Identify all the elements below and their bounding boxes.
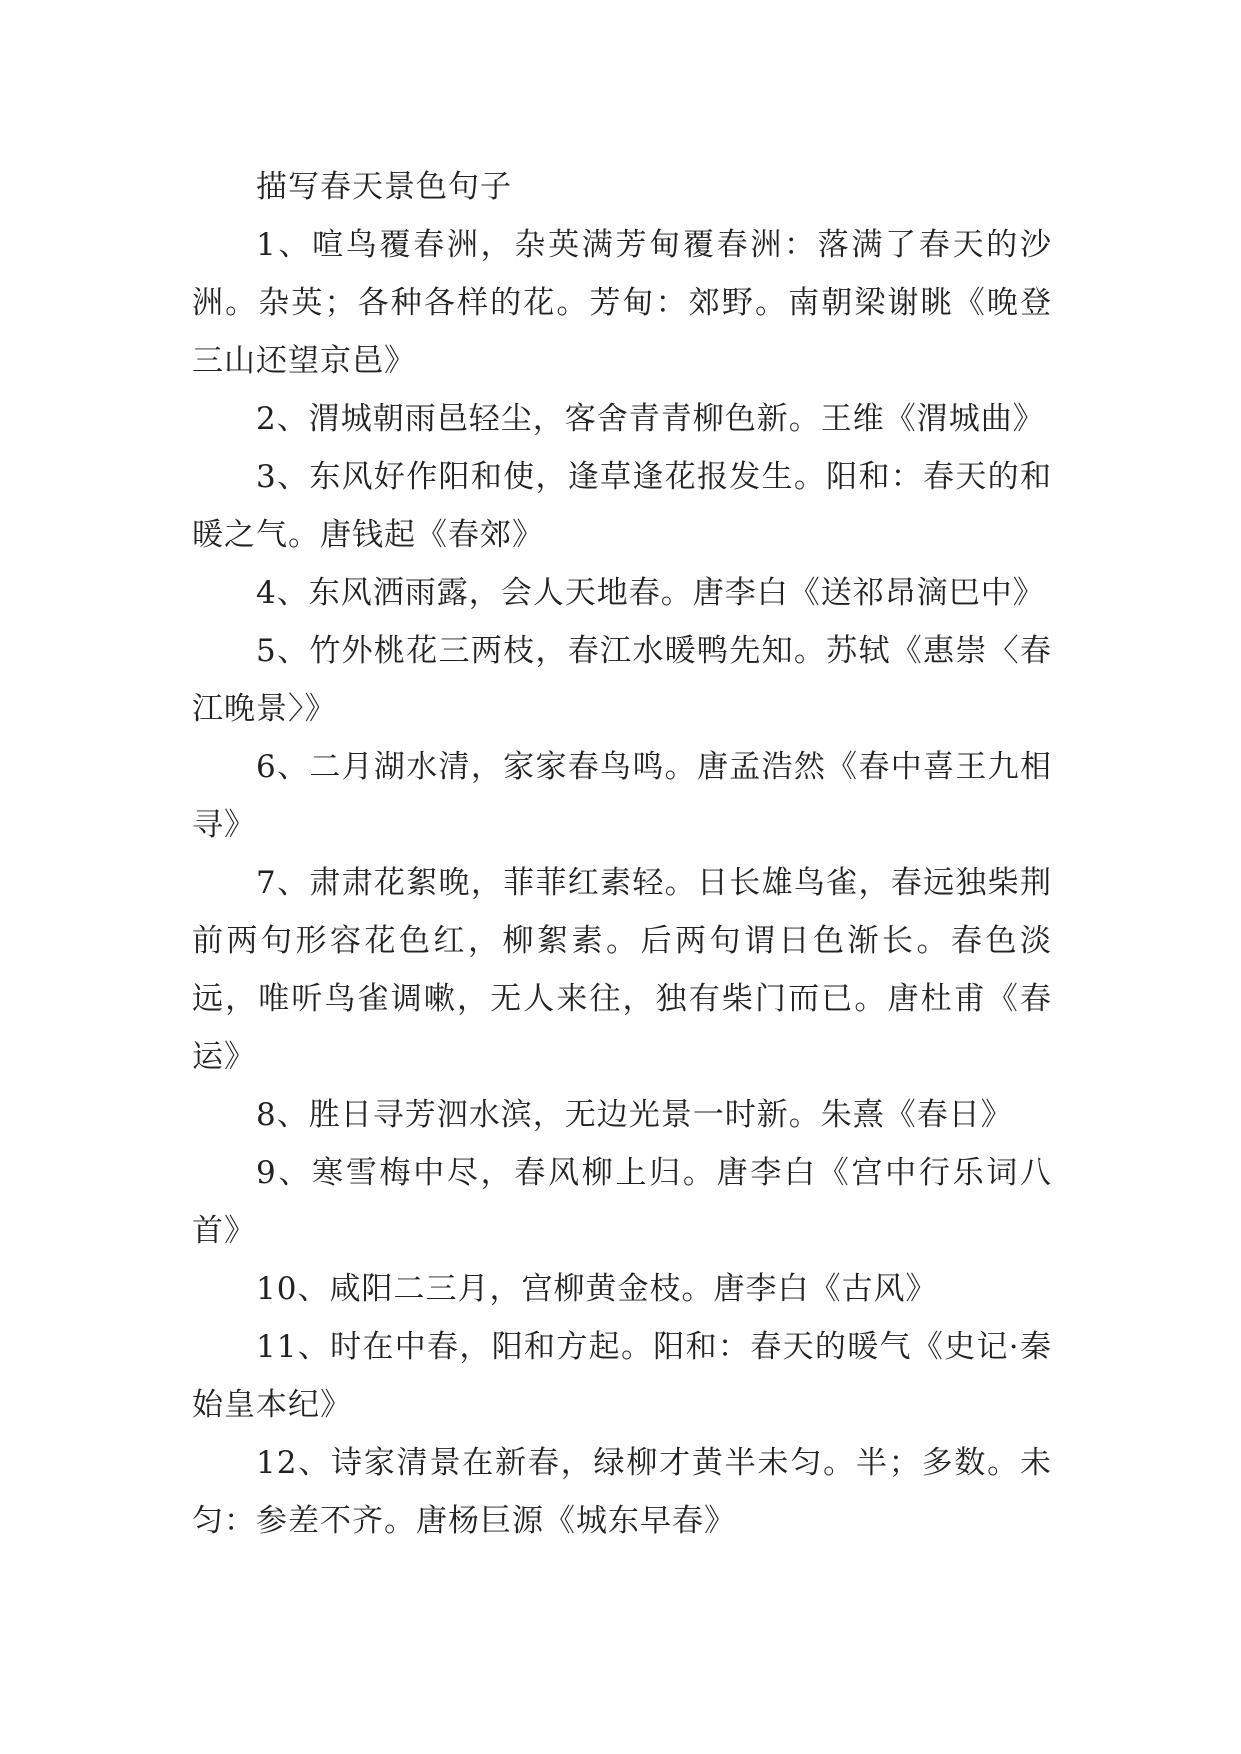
paragraph-11: 11、时在中春，阳和方起。阳和：春天的暖气《史记·秦始皇本纪》	[192, 1329, 1052, 1423]
paragraph-9: 9、寒雪梅中尽，春风柳上归。唐李白《宫中行乐词八首》	[192, 1155, 1052, 1249]
paragraph-4: 4、东风洒雨露，会人天地春。唐李白《送祁昂滴巴中》	[256, 575, 1045, 611]
document-page	[192, 158, 1052, 1550]
paragraph-3: 3、东风好作阳和使，逢草逢花报发生。阳和：春天的和暖之气。唐钱起《春郊》	[192, 459, 1052, 553]
paragraph-7: 7、肃肃花絮晚，菲菲红素轻。日长雄鸟雀，春远独柴荆前两句形容花色红，柳絮素。后两句谓日色渐长。春色淡远，唯听鸟雀调嗽，无人来往，独有柴门而已。唐杜甫《春运》	[192, 865, 1052, 1075]
paragraph-8: 8、胜日寻芳泗水滨，无边光景一时新。朱熹《春日》	[256, 1097, 1013, 1133]
paragraph-12: 12、诗家清景在新春，绿柳才黄半未匀。半；多数。未匀：参差不齐。唐杨巨源《城东早春》	[192, 1445, 1052, 1539]
paragraph-10: 10、咸阳二三月，宫柳黄金枝。唐李白《古风》	[256, 1271, 938, 1307]
paragraph-5: 5、竹外桃花三两枝，春江水暖鸭先知。苏轼《惠崇〈春江晚景〉》	[192, 633, 1052, 727]
paragraph-6: 6、二月湖水清，家家春鸟鸣。唐孟浩然《春中喜王九相寻》	[192, 749, 1052, 843]
paragraph-2: 2、渭城朝雨邑轻尘，客舍青青柳色新。王维《渭城曲》	[256, 401, 1045, 437]
document-title: 描写春天景色句子	[256, 169, 512, 205]
paragraph-1: 1、喧鸟覆春洲，杂英满芳甸覆春洲：落满了春天的沙洲。杂英；各种各样的花。芳甸：郊野。南朝梁谢眺《晚登三山还望京邑》	[192, 227, 1052, 379]
